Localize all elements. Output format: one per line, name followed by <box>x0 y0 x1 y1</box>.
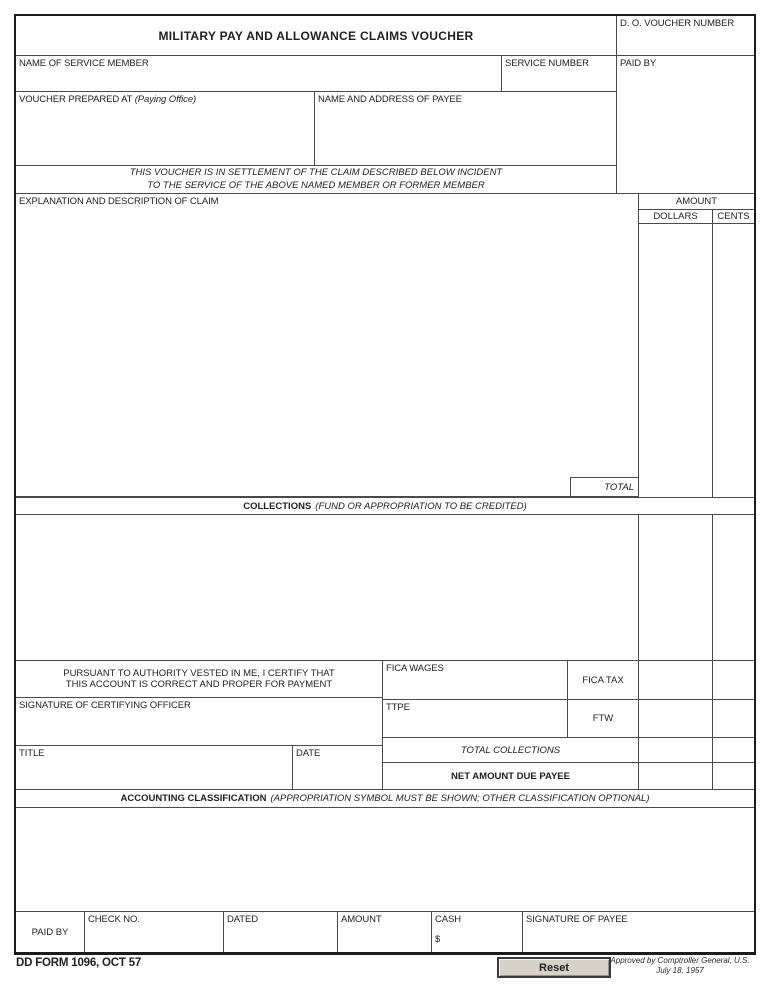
ftw-dollars-field[interactable] <box>638 700 712 738</box>
voucher-prepared-at-label: VOUCHER PREPARED AT <box>19 94 133 105</box>
voucher-prepared-at-field[interactable] <box>16 92 315 166</box>
settlement-line2: TO THE SERVICE OF THE ABOVE NAMED MEMBER OR FORMER MEMBER <box>147 179 485 191</box>
collections-heading-title: COLLECTIONS <box>243 500 312 512</box>
amount-bottom-field[interactable] <box>338 912 432 952</box>
date-field[interactable] <box>293 746 383 790</box>
collections-heading <box>16 497 754 515</box>
service-number-label: SERVICE NUMBER <box>505 58 589 69</box>
fica-tax-cents-field[interactable] <box>712 661 754 700</box>
fica-wages-label: FICA WAGES <box>386 663 444 674</box>
total-collections-dollars-field[interactable] <box>638 738 712 763</box>
approval-line2: July 18, 1957 <box>656 966 704 976</box>
accounting-classification-heading <box>16 790 754 808</box>
do-voucher-number-label: D. O. VOUCHER NUMBER <box>620 18 735 29</box>
check-no-label: CHECK NO. <box>88 914 140 925</box>
net-amount-due-payee-label: NET AMOUNT DUE PAYEE <box>383 763 638 790</box>
title-field[interactable] <box>16 746 293 790</box>
paid-by-label: PAID BY <box>620 58 657 69</box>
payee-name-address-label: NAME AND ADDRESS OF PAYEE <box>318 94 462 105</box>
total-dollars-field[interactable] <box>638 477 712 497</box>
total-collections-label: TOTAL COLLECTIONS <box>383 738 638 763</box>
explanation-of-claim-label: EXPLANATION AND DESCRIPTION OF CLAIM <box>19 196 219 207</box>
cents-header: CENTS <box>712 210 754 224</box>
voucher-prepared-at-note: (Paying Office) <box>134 94 197 105</box>
total-collections-cents-field[interactable] <box>712 738 754 763</box>
dated-label: DATED <box>227 914 258 925</box>
payee-name-address-field[interactable] <box>315 92 617 166</box>
claim-cents-field[interactable] <box>712 224 754 477</box>
name-of-service-member-field[interactable] <box>16 56 502 92</box>
voucher-form <box>14 14 756 955</box>
signature-certifying-officer-field[interactable] <box>16 698 383 746</box>
title-label: TITLE <box>19 748 45 759</box>
approval-line1: Approved by Comptroller General, U.S. <box>610 956 750 965</box>
reset-button[interactable]: Reset <box>497 957 611 978</box>
check-no-field[interactable] <box>85 912 224 952</box>
do-voucher-number-field[interactable] <box>617 16 754 56</box>
cash-label: CASH <box>435 914 461 925</box>
fica-tax-label: FICA TAX <box>568 661 638 700</box>
signature-of-payee-field[interactable] <box>523 912 754 952</box>
ftw-label: FTW <box>568 700 638 738</box>
ftw-cents-field[interactable] <box>712 700 754 738</box>
dollars-header: DOLLARS <box>638 210 712 224</box>
settlement-line1: THIS VOUCHER IS IN SETTLEMENT OF THE CLAIM DESCRIBED BELOW INCIDENT <box>129 166 503 178</box>
settlement-statement <box>16 166 617 194</box>
collections-field[interactable] <box>16 515 638 661</box>
certification-line1: PURSUANT TO AUTHORITY VESTED IN ME, I CERTIFY THAT <box>63 668 335 679</box>
paid-by-field[interactable] <box>617 56 754 194</box>
accounting-classification-field[interactable] <box>16 808 754 912</box>
accounting-classification-title: ACCOUNTING CLASSIFICATION <box>120 793 267 804</box>
fica-wages-field[interactable] <box>383 661 568 700</box>
approval-note <box>602 956 758 977</box>
certification-statement <box>16 661 383 698</box>
name-of-service-member-label: NAME OF SERVICE MEMBER <box>19 58 149 69</box>
cash-dollar-sign: $ <box>435 934 441 945</box>
accounting-classification-note: (APPROPRIATION SYMBOL MUST BE SHOWN; OTHER CLASSIFICATION OPTIONAL) <box>270 793 650 804</box>
collections-cents-field[interactable] <box>712 515 754 661</box>
total-cents-field[interactable] <box>712 477 754 497</box>
collections-heading-note: (FUND OR APPROPRIATION TO BE CREDITED) <box>315 500 527 512</box>
ttpe-label: TTPE <box>386 702 410 713</box>
signature-certifying-officer-label: SIGNATURE OF CERTIFYING OFFICER <box>19 700 191 711</box>
collections-dollars-field[interactable] <box>638 515 712 661</box>
total-label: TOTAL <box>570 477 638 497</box>
explanation-of-claim-field[interactable] <box>16 194 638 497</box>
signature-of-payee-label: SIGNATURE OF PAYEE <box>526 914 628 925</box>
net-amount-cents-field[interactable] <box>712 763 754 790</box>
amount-bottom-label: AMOUNT <box>341 914 382 925</box>
dated-field[interactable] <box>224 912 338 952</box>
certification-line2: THIS ACCOUNT IS CORRECT AND PROPER FOR PAYMENT <box>65 679 333 690</box>
date-label: DATE <box>296 748 321 759</box>
amount-header: AMOUNT <box>638 194 754 210</box>
claim-dollars-field[interactable] <box>638 224 712 477</box>
form-id: DD FORM 1096, OCT 57 <box>16 957 142 969</box>
fica-tax-dollars-field[interactable] <box>638 661 712 700</box>
form-title: MILITARY PAY AND ALLOWANCE CLAIMS VOUCHER <box>16 16 617 56</box>
cash-field[interactable] <box>432 912 523 952</box>
net-amount-dollars-field[interactable] <box>638 763 712 790</box>
paid-by-bottom-label: PAID BY <box>16 912 85 952</box>
ttpe-field[interactable] <box>383 700 568 738</box>
service-number-field[interactable] <box>502 56 617 92</box>
